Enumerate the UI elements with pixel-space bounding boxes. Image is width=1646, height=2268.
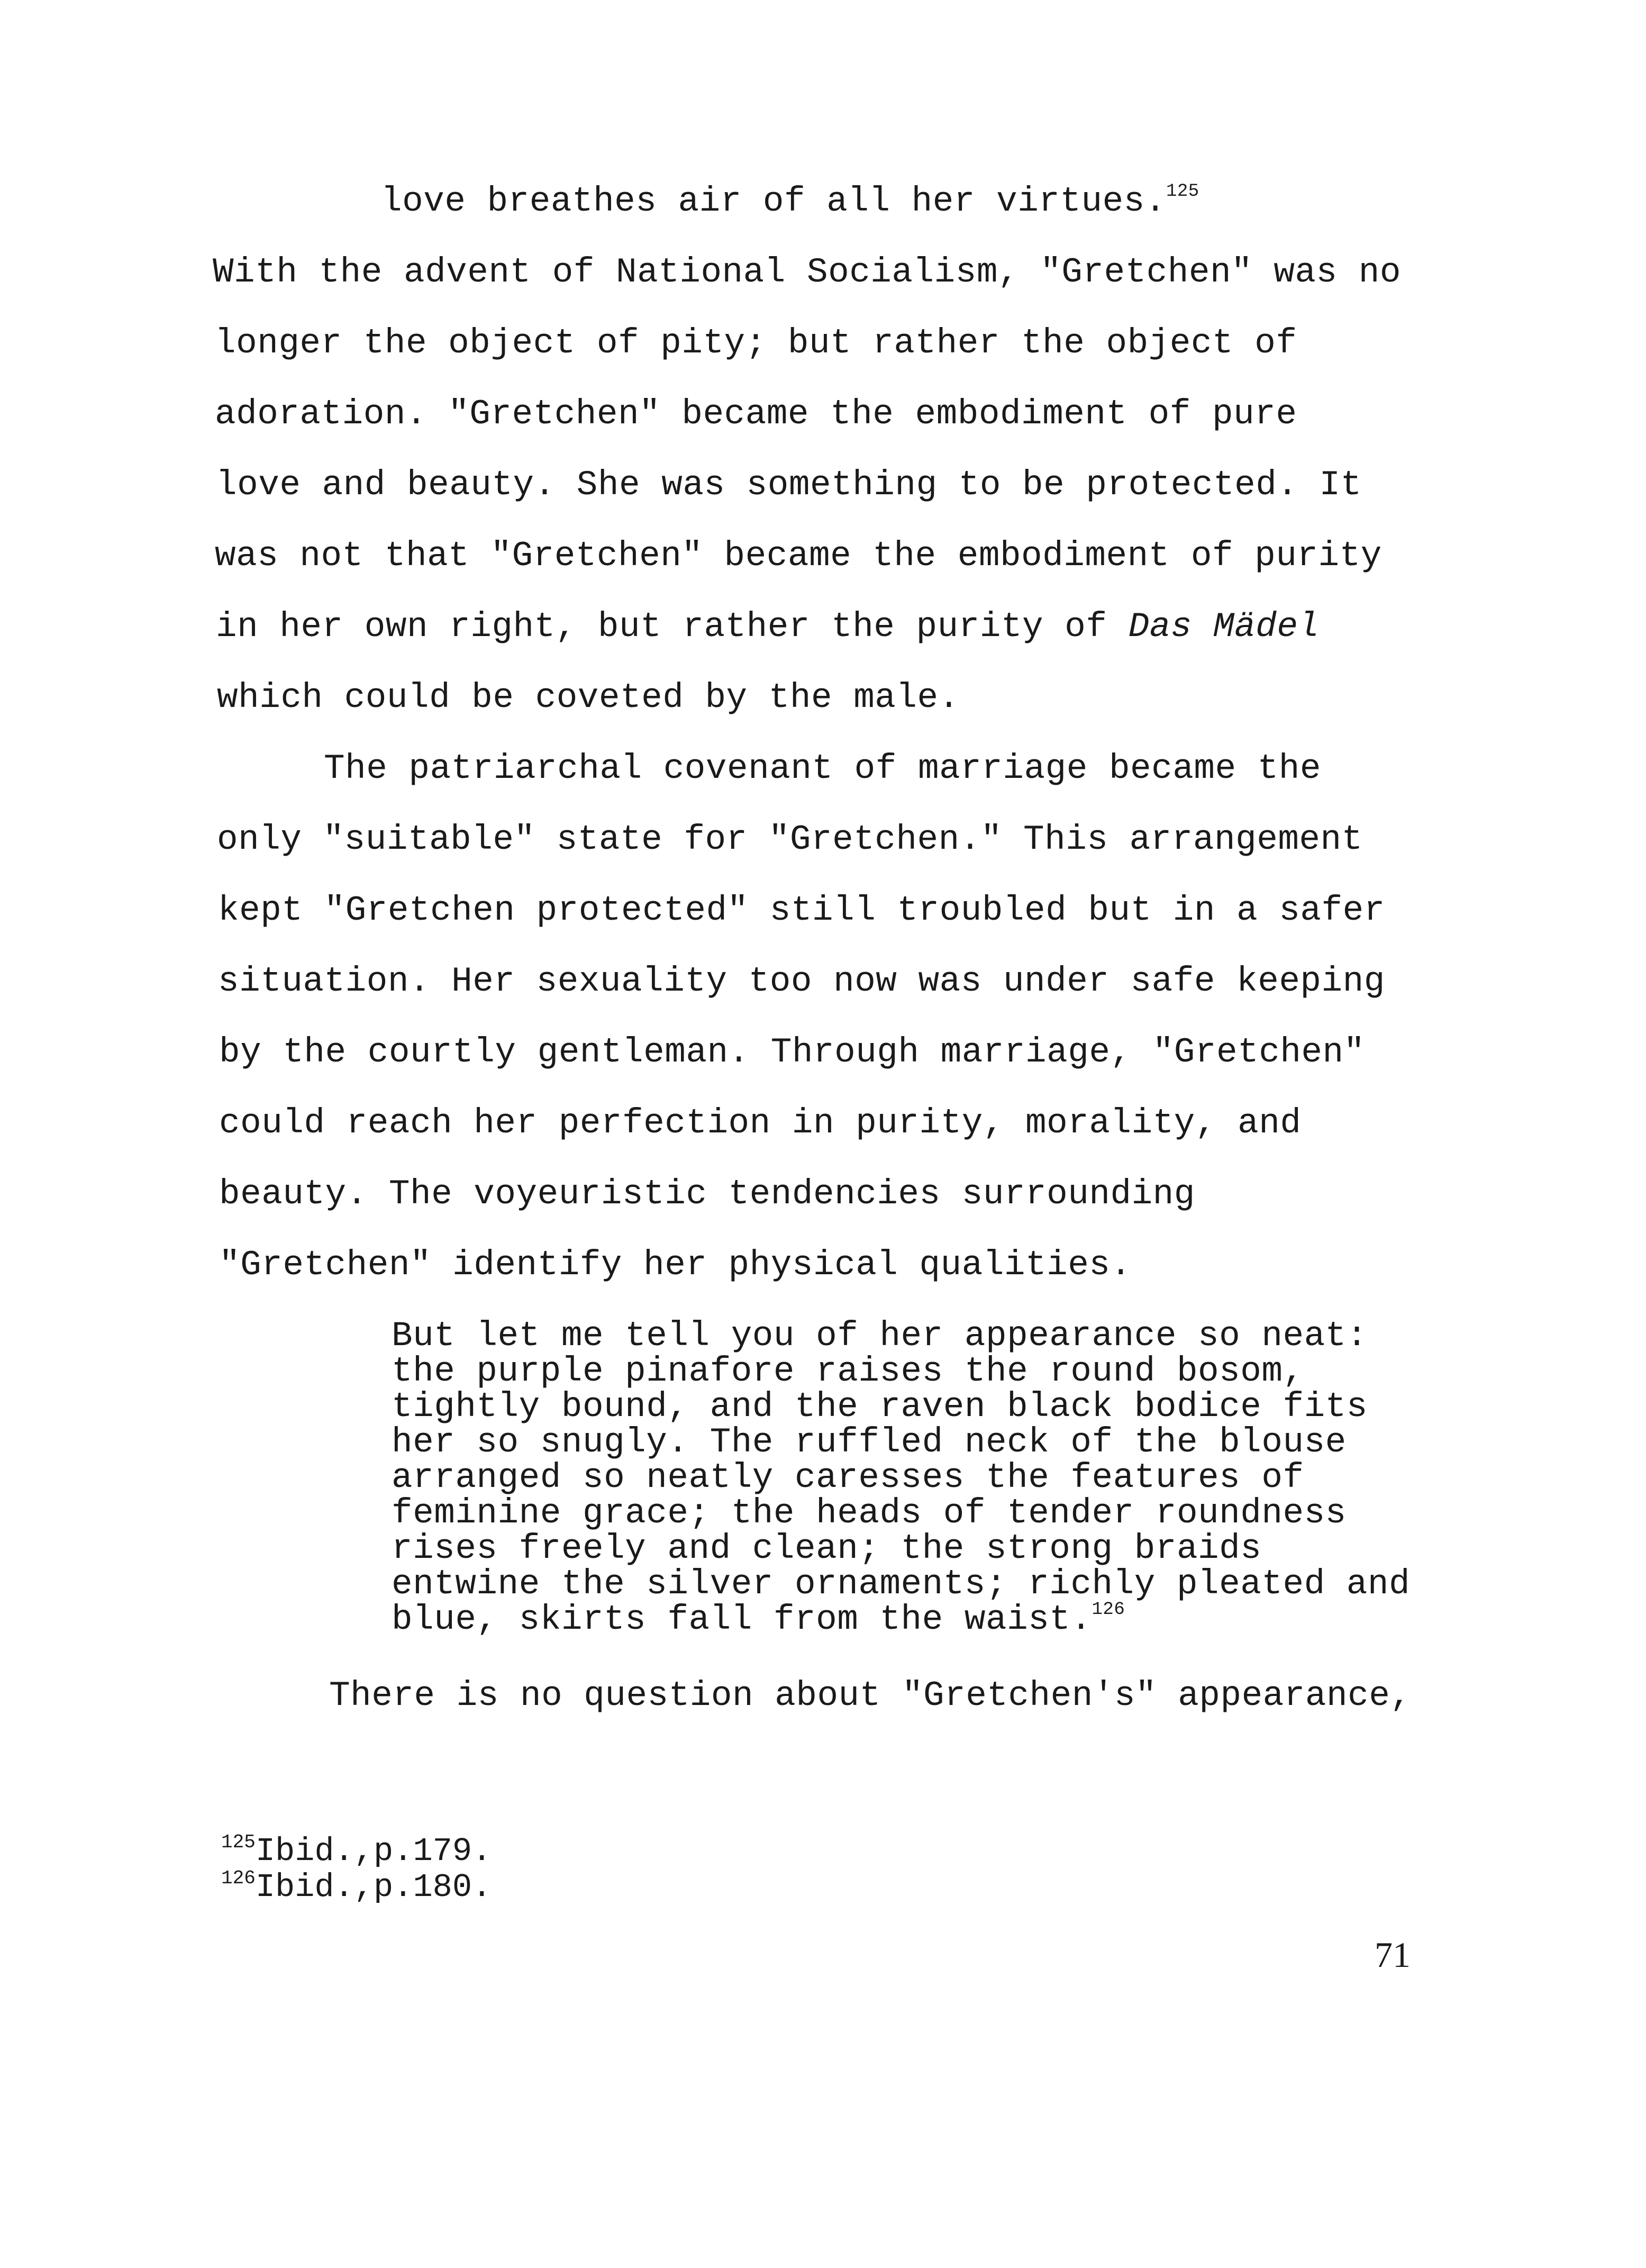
italic-term: Das Mädel xyxy=(1128,607,1320,647)
footnote-ref-125: 125 xyxy=(1166,182,1199,202)
quote-line: blue, skirts fall from the waist.$^{126}$ xyxy=(392,1600,1125,1639)
footnote-number: 126 xyxy=(221,1867,256,1889)
footnote-125 xyxy=(221,1831,492,1870)
text-line: longer the object of pity; but rather the object of xyxy=(215,323,1297,363)
quote-line: feminine grace; the heads of tender roundness xyxy=(392,1493,1347,1533)
quote-line: the purple pinafore raises the round bosom, xyxy=(392,1351,1304,1391)
footnote-text: Ibid.,p.179. xyxy=(255,1832,492,1870)
text-line: kept "Gretchen protected" still troubled but in a safer xyxy=(218,891,1385,930)
quote-line: rises freely and clean; the strong braids xyxy=(392,1529,1262,1568)
quote-line: arranged so neatly caresses the features of xyxy=(392,1458,1304,1498)
footnote-number: 125 xyxy=(221,1831,256,1853)
footnote-text: Ibid.,p.180. xyxy=(255,1868,492,1906)
page-number: 71 xyxy=(1375,1935,1411,1975)
text-line: only "suitable" state for "Gretchen." This arrangement xyxy=(217,820,1363,859)
text-line: The patriarchal covenant of marriage became the xyxy=(324,749,1322,788)
text-line: love breathes air of all her virtues.$^{125}$ xyxy=(381,182,1199,221)
text-line: beauty. The voyeuristic tendencies surrounding xyxy=(219,1174,1195,1214)
quote-line: But let me tell you of her appearance so neat: xyxy=(392,1316,1368,1356)
quote-line: tightly bound, and the raven black bodice fits xyxy=(392,1387,1368,1427)
text-line: love and beauty. She was something to be protected. It xyxy=(216,465,1362,505)
quote-line: her so snugly. The ruffled neck of the blouse xyxy=(392,1422,1347,1462)
text-line: could reach her perfection in purity, morality, and xyxy=(219,1103,1302,1143)
text-line: There is no question about "Gretchen's" appearance, xyxy=(329,1676,1412,1716)
footnote-ref-126: 126 xyxy=(1092,1600,1125,1620)
text-line: which could be coveted by the male. xyxy=(217,678,960,718)
quote-line: entwine the silver ornaments; richly pleated and xyxy=(392,1564,1411,1604)
footnote-126 xyxy=(221,1867,492,1906)
text-line: in her own right, but rather the purity of Das Mädel xyxy=(216,607,1320,647)
text-line: situation. Her sexuality too now was under safe keeping xyxy=(218,961,1385,1001)
text-line: by the courtly gentleman. Through marriage, "Gretchen" xyxy=(219,1032,1365,1072)
text-line: "Gretchen" identify her physical qualities. xyxy=(219,1245,1132,1285)
text-line: was not that "Gretchen" became the embodiment of purity xyxy=(215,536,1382,576)
text-line: With the advent of National Socialism, "Gretchen" was no xyxy=(213,252,1401,292)
text-line: adoration. "Gretchen" became the embodiment of pure xyxy=(215,394,1297,434)
